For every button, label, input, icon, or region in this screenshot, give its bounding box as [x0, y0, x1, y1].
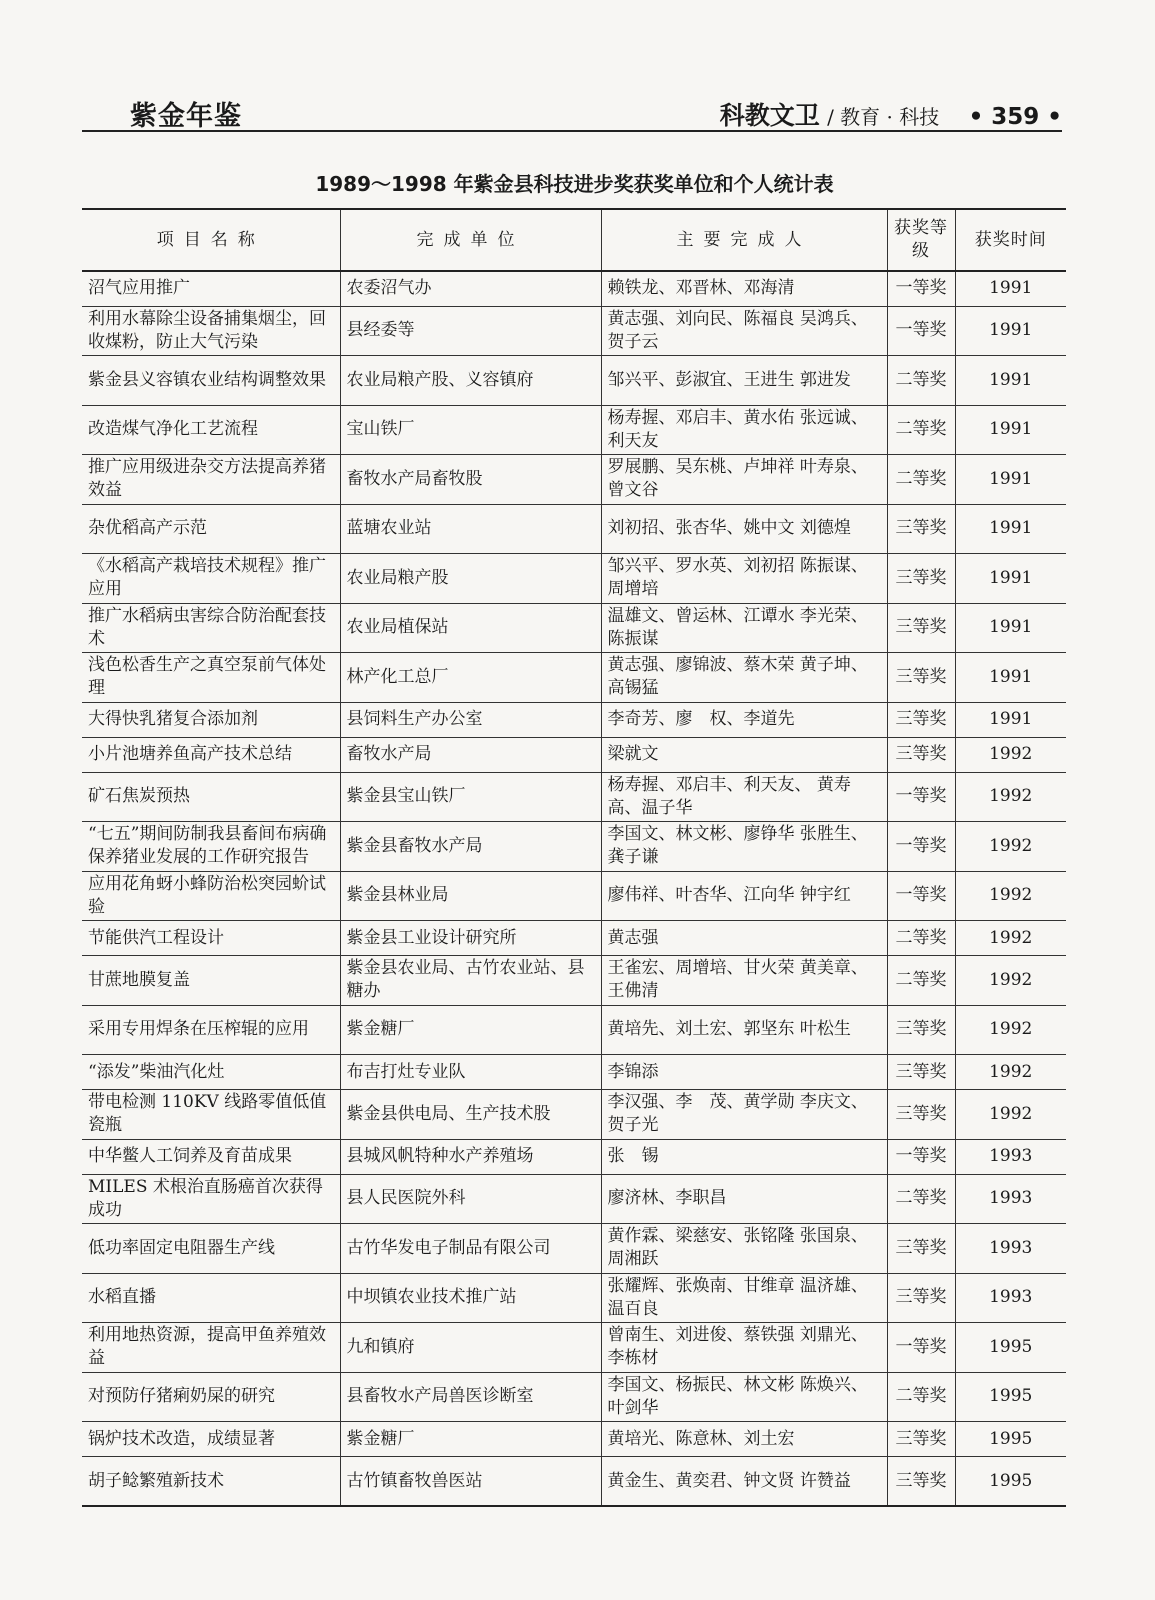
cell-people: 黄志强 [601, 921, 887, 956]
cell-year: 1992 [955, 1090, 1066, 1140]
cell-unit: 紫金县农业局、古竹农业站、县糖办 [340, 956, 601, 1006]
cell-year: 1992 [955, 822, 1066, 872]
cell-people: 邹兴平、罗水英、刘初招 陈振谋、周增培 [601, 554, 887, 604]
cell-year: 1992 [955, 772, 1066, 822]
cell-year: 1991 [955, 603, 1066, 653]
cell-project: 应用花角蚜小蜂防治松突园蚧试验 [82, 871, 340, 921]
cell-project: MILES 术根治直肠癌首次获得成功 [82, 1174, 340, 1224]
cell-year: 1993 [955, 1273, 1066, 1323]
cell-project: 浅色松香生产之真空泵前气体处理 [82, 653, 340, 703]
cell-unit: 县人民医院外科 [340, 1174, 601, 1224]
cell-people: 黄金生、黄奕君、钟文贤 许赞益 [601, 1457, 887, 1507]
cell-project: “七五”期间防制我县畜间布病确保养猪业发展的工作研究报告 [82, 822, 340, 872]
cell-people: 黄培先、刘土宏、郭坚东 叶松生 [601, 1005, 887, 1055]
cell-level: 二等奖 [887, 455, 955, 505]
cell-year: 1995 [955, 1323, 1066, 1373]
cell-level: 三等奖 [887, 737, 955, 772]
cell-year: 1992 [955, 956, 1066, 1006]
cell-year: 1992 [955, 921, 1066, 956]
cell-project: 利用水幕除尘设备捕集烟尘，回收煤粉，防止大气污染 [82, 306, 340, 356]
cell-unit: 林产化工总厂 [340, 653, 601, 703]
cell-unit: 县经委等 [340, 306, 601, 356]
table-row [82, 702, 1066, 737]
table-row [82, 603, 1066, 653]
table-row [82, 653, 1066, 703]
header-project: 项目名称 [82, 209, 340, 271]
cell-level: 一等奖 [887, 306, 955, 356]
cell-level: 三等奖 [887, 1005, 955, 1055]
cell-year: 1992 [955, 871, 1066, 921]
cell-project: 利用地热资源，提高甲鱼养殖效益 [82, 1323, 340, 1373]
table-row [82, 455, 1066, 505]
cell-unit: 县饲料生产办公室 [340, 702, 601, 737]
cell-people: 李国文、杨振民、林文彬 陈焕兴、叶剑华 [601, 1372, 887, 1422]
cell-people: 赖铁龙、邓晋林、邓海清 [601, 271, 887, 306]
cell-people: 廖济林、李职昌 [601, 1174, 887, 1224]
cell-year: 1995 [955, 1422, 1066, 1457]
cell-project: “添发”柴油汽化灶 [82, 1055, 340, 1090]
cell-year: 1993 [955, 1174, 1066, 1224]
cell-people: 杨寿握、邓启丰、利天友、 黄寿高、温子华 [601, 772, 887, 822]
cell-project: 低功率固定电阻器生产线 [82, 1224, 340, 1274]
table-row [82, 1372, 1066, 1422]
cell-project: 带电检测 110KV 线路零值低值瓷瓶 [82, 1090, 340, 1140]
cell-project: 推广应用级进杂交方法提高养猪效益 [82, 455, 340, 505]
header-unit: 完成单位 [340, 209, 601, 271]
table-row [82, 822, 1066, 872]
cell-level: 三等奖 [887, 504, 955, 554]
section-sub: / 教育 · 科技 [827, 105, 940, 129]
cell-project: 水稻直播 [82, 1273, 340, 1323]
cell-project: 采用专用焊条在压榨辊的应用 [82, 1005, 340, 1055]
cell-unit: 紫金县供电局、生产技术股 [340, 1090, 601, 1140]
cell-people: 罗展鹏、吴东桃、卢坤祥 叶寿泉、曾文谷 [601, 455, 887, 505]
cell-year: 1991 [955, 405, 1066, 455]
table-header-row [82, 209, 1066, 271]
table-row [82, 1055, 1066, 1090]
cell-people: 黄志强、廖锦波、蔡木荣 黄子坤、高锡猛 [601, 653, 887, 703]
cell-year: 1992 [955, 737, 1066, 772]
cell-unit: 古竹华发电子制品有限公司 [340, 1224, 601, 1274]
cell-people: 杨寿握、邓启丰、黄水佑 张远诚、利天友 [601, 405, 887, 455]
award-table [82, 208, 1066, 1507]
cell-level: 三等奖 [887, 1090, 955, 1140]
cell-unit: 县城风帆特种水产养殖场 [340, 1139, 601, 1174]
header-people: 主要完成人 [601, 209, 887, 271]
cell-people: 李汉强、李 茂、黄学勋 李庆文、贺子光 [601, 1090, 887, 1140]
table-row [82, 405, 1066, 455]
cell-year: 1991 [955, 702, 1066, 737]
cell-people: 李国文、林文彬、廖铮华 张胜生、龚子谦 [601, 822, 887, 872]
cell-level: 二等奖 [887, 1174, 955, 1224]
cell-year: 1992 [955, 1005, 1066, 1055]
cell-unit: 紫金县宝山铁厂 [340, 772, 601, 822]
table-row [82, 1422, 1066, 1457]
cell-level: 三等奖 [887, 702, 955, 737]
cell-people: 邹兴平、彭淑宜、王进生 郭进发 [601, 356, 887, 406]
table-row [82, 1273, 1066, 1323]
table-row [82, 271, 1066, 306]
cell-project: 杂优稻高产示范 [82, 504, 340, 554]
table-row [82, 772, 1066, 822]
cell-unit: 农业局粮产股 [340, 554, 601, 604]
cell-people: 李奇芳、廖 权、李道先 [601, 702, 887, 737]
table-row [82, 1005, 1066, 1055]
table-row [82, 1090, 1066, 1140]
cell-level: 二等奖 [887, 921, 955, 956]
cell-level: 三等奖 [887, 554, 955, 604]
header-level: 获奖等级 [887, 209, 955, 271]
cell-people: 黄培光、陈意林、刘土宏 [601, 1422, 887, 1457]
table-row [82, 871, 1066, 921]
cell-unit: 宝山铁厂 [340, 405, 601, 455]
cell-people: 梁就文 [601, 737, 887, 772]
cell-project: 小片池塘养鱼高产技术总结 [82, 737, 340, 772]
page-header [82, 90, 1062, 132]
cell-people: 廖伟祥、叶杏华、江向华 钟宇红 [601, 871, 887, 921]
cell-level: 一等奖 [887, 772, 955, 822]
cell-unit: 蓝塘农业站 [340, 504, 601, 554]
cell-people: 王雀宏、周增培、甘火荣 黄美章、王佛清 [601, 956, 887, 1006]
cell-project: 甘蔗地膜复盖 [82, 956, 340, 1006]
section-heading [720, 96, 1062, 132]
cell-level: 一等奖 [887, 1323, 955, 1373]
cell-unit: 古竹镇畜牧兽医站 [340, 1457, 601, 1507]
cell-unit: 农委沼气办 [340, 271, 601, 306]
table-body [82, 271, 1066, 1506]
cell-project: 大得快乳猪复合添加剂 [82, 702, 340, 737]
cell-unit: 农业局粮产股、义容镇府 [340, 356, 601, 406]
cell-project: 对预防仔猪痢奶屎的研究 [82, 1372, 340, 1422]
cell-level: 三等奖 [887, 1457, 955, 1507]
cell-level: 一等奖 [887, 271, 955, 306]
cell-level: 三等奖 [887, 1273, 955, 1323]
cell-level: 二等奖 [887, 356, 955, 406]
cell-people: 黄作霖、梁慈安、张铭隆 张国泉、周湘跃 [601, 1224, 887, 1274]
cell-people: 曾南生、刘进俊、蔡铁强 刘鼎光、李栋材 [601, 1323, 887, 1373]
cell-level: 三等奖 [887, 653, 955, 703]
cell-unit: 紫金县林业局 [340, 871, 601, 921]
header-year: 获奖时间 [955, 209, 1066, 271]
cell-year: 1995 [955, 1372, 1066, 1422]
cell-project: 锅炉技术改造，成绩显著 [82, 1422, 340, 1457]
cell-project: 沼气应用推广 [82, 271, 340, 306]
cell-level: 三等奖 [887, 603, 955, 653]
table-row [82, 1457, 1066, 1507]
cell-people: 刘初招、张杏华、姚中文 刘德煌 [601, 504, 887, 554]
cell-unit: 紫金县畜牧水产局 [340, 822, 601, 872]
cell-people: 李锦添 [601, 1055, 887, 1090]
cell-unit: 畜牧水产局 [340, 737, 601, 772]
cell-level: 一等奖 [887, 1139, 955, 1174]
cell-unit: 县畜牧水产局兽医诊断室 [340, 1372, 601, 1422]
table-row [82, 1224, 1066, 1274]
cell-project: 《水稻高产栽培技术规程》推广应用 [82, 554, 340, 604]
cell-year: 1995 [955, 1457, 1066, 1507]
table-row [82, 956, 1066, 1006]
cell-level: 三等奖 [887, 1422, 955, 1457]
cell-year: 1991 [955, 554, 1066, 604]
cell-year: 1993 [955, 1224, 1066, 1274]
cell-year: 1992 [955, 1055, 1066, 1090]
table-title: 1989～1998 年紫金县科技进步奖获奖单位和个人统计表 [315, 172, 834, 196]
cell-project: 节能供汽工程设计 [82, 921, 340, 956]
cell-year: 1991 [955, 653, 1066, 703]
cell-project: 中华鳖人工饲养及育苗成果 [82, 1139, 340, 1174]
cell-project: 胡子鲶繁殖新技术 [82, 1457, 340, 1507]
cell-unit: 紫金糖厂 [340, 1422, 601, 1457]
cell-unit: 布吉打灶专业队 [340, 1055, 601, 1090]
cell-year: 1991 [955, 306, 1066, 356]
book-title: 紫金年鉴 [130, 101, 242, 132]
cell-project: 推广水稻病虫害综合防治配套技术 [82, 603, 340, 653]
section-main: 科教文卫 [719, 101, 820, 130]
cell-unit: 九和镇府 [340, 1323, 601, 1373]
cell-people: 温雄文、曾运林、江谭水 李光荣、陈振谋 [601, 603, 887, 653]
cell-level: 二等奖 [887, 405, 955, 455]
table-row [82, 306, 1066, 356]
cell-year: 1993 [955, 1139, 1066, 1174]
table-row [82, 356, 1066, 406]
page-number: • 359 • [968, 104, 1062, 130]
cell-people: 张 锡 [601, 1139, 887, 1174]
cell-project: 矿石焦炭预热 [82, 772, 340, 822]
cell-unit: 中坝镇农业技术推广站 [340, 1273, 601, 1323]
cell-unit: 紫金县工业设计研究所 [340, 921, 601, 956]
cell-level: 二等奖 [887, 1372, 955, 1422]
table-row [82, 1174, 1066, 1224]
cell-people: 张耀辉、张焕南、甘维章 温济雄、温百良 [601, 1273, 887, 1323]
cell-year: 1991 [955, 271, 1066, 306]
cell-year: 1991 [955, 504, 1066, 554]
table-row [82, 504, 1066, 554]
table-row [82, 1323, 1066, 1373]
table-row [82, 921, 1066, 956]
cell-unit: 农业局植保站 [340, 603, 601, 653]
cell-project: 改造煤气净化工艺流程 [82, 405, 340, 455]
cell-level: 一等奖 [887, 822, 955, 872]
cell-level: 三等奖 [887, 1055, 955, 1090]
table-row [82, 737, 1066, 772]
table-row [82, 1139, 1066, 1174]
cell-level: 二等奖 [887, 956, 955, 1006]
table-row [82, 554, 1066, 604]
cell-year: 1991 [955, 455, 1066, 505]
cell-level: 一等奖 [887, 871, 955, 921]
cell-unit: 紫金糖厂 [340, 1005, 601, 1055]
cell-people: 黄志强、刘向民、陈福良 吴鸿兵、贺子云 [601, 306, 887, 356]
cell-year: 1991 [955, 356, 1066, 406]
cell-project: 紫金县义容镇农业结构调整效果 [82, 356, 340, 406]
cell-unit: 畜牧水产局畜牧股 [340, 455, 601, 505]
cell-level: 三等奖 [887, 1224, 955, 1274]
